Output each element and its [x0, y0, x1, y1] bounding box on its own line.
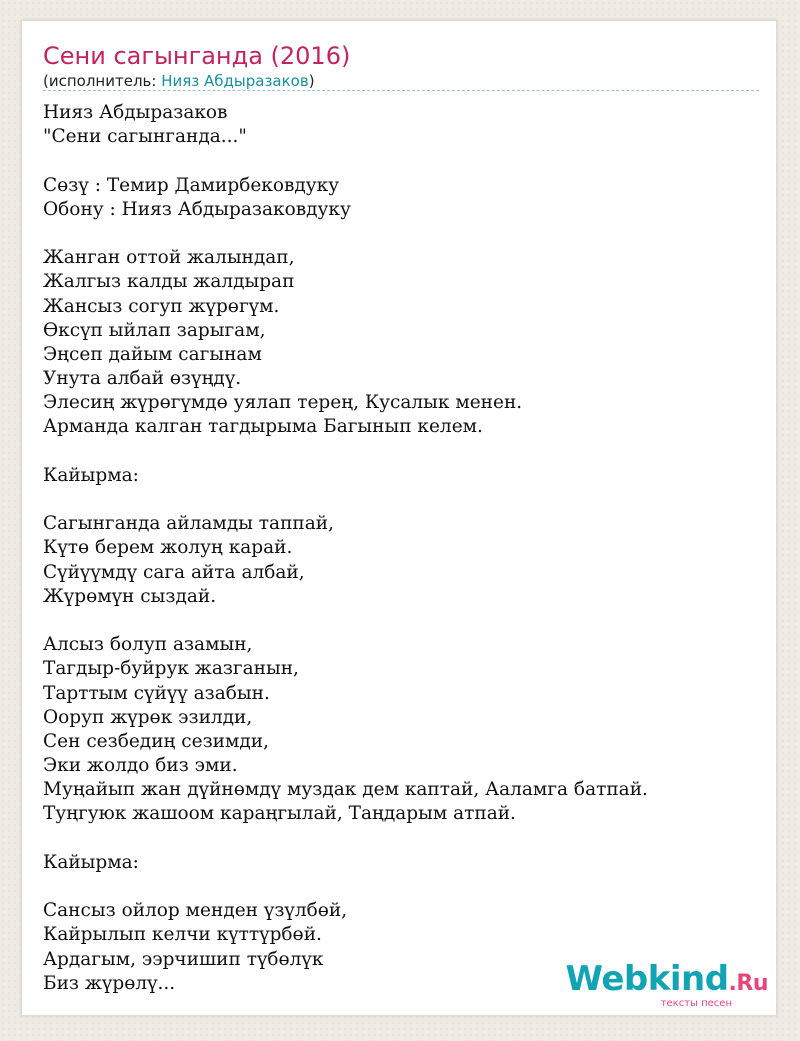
lyrics-card: [21, 20, 777, 1016]
lyric-line: Сансыз ойлор менден үзүлбөй,: [43, 900, 348, 922]
lyric-line: Тагдыр-буйрук жазганын,: [43, 658, 299, 680]
blank-line: [43, 149, 648, 173]
blank-line: [43, 440, 648, 464]
lyric-line: Обону : Нияз Абдыразаковдуку: [43, 198, 351, 220]
lyric-line: Нияз Абдыразаков: [43, 102, 228, 123]
lyric-line: Эңсеп дайым сагынам: [43, 343, 262, 365]
lyric-line: Ооруп жүрөк эзилди,: [43, 706, 253, 728]
lyric-line: Унута албай өзүңдү.: [43, 368, 242, 390]
lyric-line: Сөзү : Темир Дамирбековдуку: [43, 174, 340, 196]
artist-link[interactable]: Нияз Абдыразаков: [161, 72, 309, 90]
lyric-line: Кайырма:: [43, 851, 139, 873]
lyric-line: Кайырма:: [43, 464, 139, 486]
lyric-line: Ардагым, ээрчишип түбөлүк: [43, 948, 324, 970]
blank-line: [43, 875, 648, 899]
performer-line: [43, 71, 315, 91]
lyric-line: Жүрөмүн сыздай.: [43, 585, 217, 607]
lyric-line: Тарттым сүйүү азабын.: [43, 682, 270, 704]
lyric-line: Өксүп ыйлап зарыгам,: [43, 319, 266, 341]
lyric-line: Алсыз болуп азамын,: [43, 634, 253, 656]
performer-close: ): [308, 72, 315, 90]
lyric-line: Эки жолдо биз эми.: [43, 755, 238, 777]
lyric-line: Күтө берем жолуң карай.: [43, 537, 293, 559]
logo-tld: .Ru: [728, 971, 768, 996]
lyric-line: "Сени сагынганда...": [43, 126, 247, 148]
webkind-logo[interactable]: [566, 961, 768, 1009]
blank-line: [43, 222, 648, 246]
lyric-line: Арманда калган тагдырыма Багынып келем.: [43, 416, 483, 438]
lyric-line: Жанган оттой жалындап,: [43, 247, 295, 269]
lyric-line: Кайрылып келчи күттүрбөй.: [43, 924, 322, 946]
lyric-line: Сен сезбедиң сезимди,: [43, 730, 269, 752]
blank-line: [43, 488, 648, 512]
title-divider: [43, 90, 759, 91]
blank-line: [43, 609, 648, 633]
logo-tagline: тексты песен: [660, 998, 732, 1009]
lyric-line: Жалгыз калды жалдырап: [43, 271, 295, 293]
lyric-line: Сүйүүмдү сага айта албай,: [43, 561, 305, 583]
lyric-line: Сагынганда айламды таппай,: [43, 513, 334, 535]
blank-line: [43, 827, 648, 851]
lyric-line: Муңайып жан дүйнөмдү муздак дем каптай, Ааламга батпай.: [43, 779, 648, 801]
lyric-line: Жансыз согуп жүрөгүм.: [43, 295, 280, 317]
lyric-line: Элесиң жүрөгүмдө уялап терең, Кусалык менен.: [43, 392, 523, 414]
performer-label: (исполнитель:: [43, 72, 162, 90]
lyric-line: Биз жүрөлү...: [43, 972, 176, 994]
lyric-line: Туңгуюк жашоом караңгылай, Таңдарым атпай.: [43, 803, 516, 825]
lyrics-text: [43, 101, 648, 996]
logo-name: Webkind: [565, 959, 729, 999]
song-title: Сени сагынганда (2016): [43, 42, 351, 70]
